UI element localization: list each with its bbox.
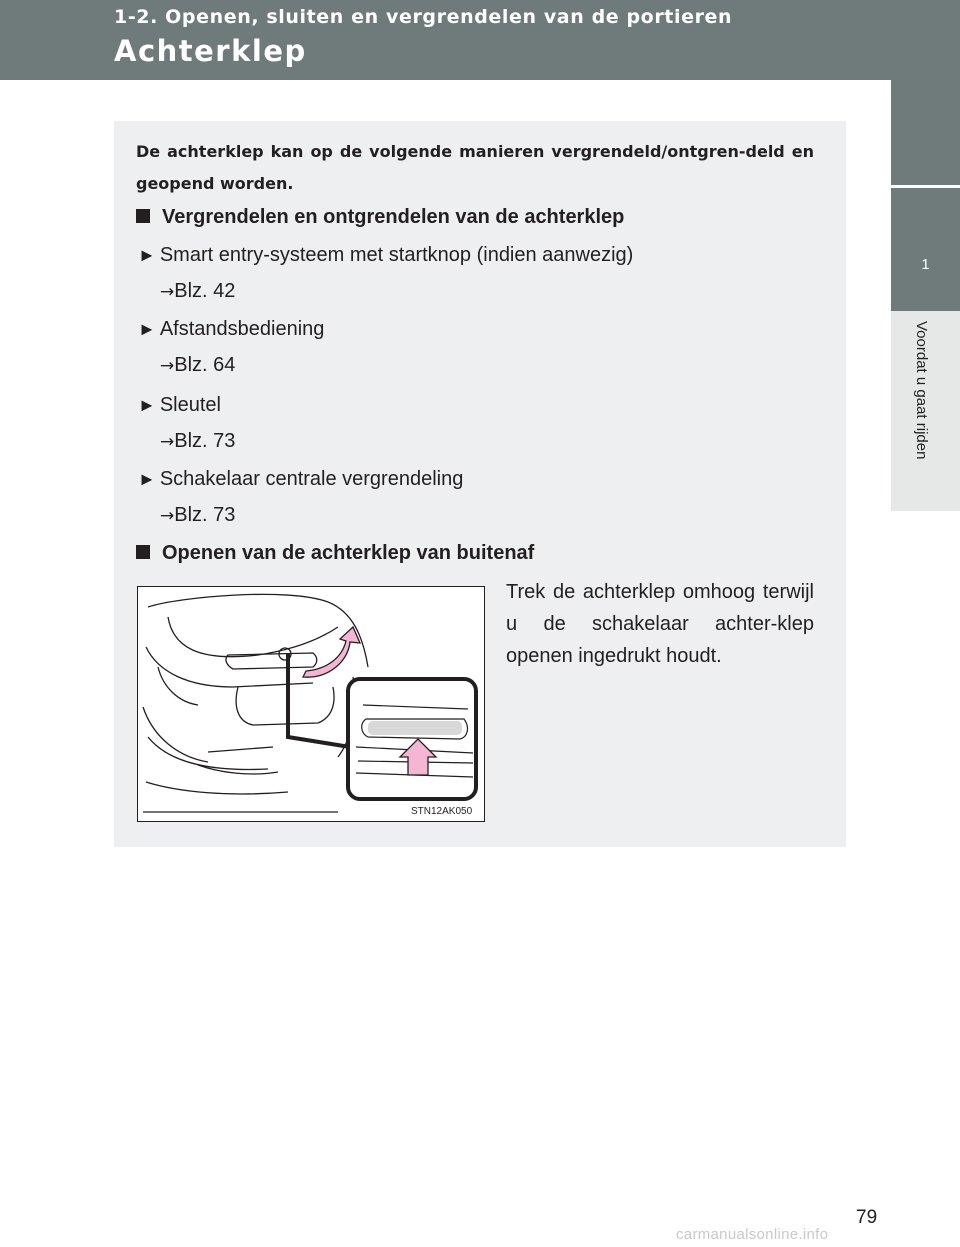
square-bullet-icon — [136, 545, 150, 559]
list-item: ► Afstandsbediening — [138, 318, 325, 340]
page-reference[interactable]: →Blz. 64 — [160, 354, 236, 376]
page-header — [0, 0, 960, 80]
arrow-right-icon: → — [160, 282, 175, 302]
car-rear-drawing — [138, 587, 486, 823]
list-item: ► Sleutel — [138, 394, 221, 416]
triangle-bullet-icon: ► — [138, 395, 156, 415]
arrow-right-icon: → — [160, 506, 175, 526]
arrow-right-icon: → — [160, 356, 175, 376]
page-number: 79 — [856, 1207, 878, 1228]
arrow-right-icon: → — [160, 432, 175, 452]
figure-description: Trek de achterklep omhoog terwijl u de schakelaar achter-klep openen ingedrukt houdt. — [506, 581, 814, 667]
lift-arrow-icon — [303, 627, 360, 677]
section-title: 1-2. Openen, sluiten en vergrendelen van de portieren — [114, 6, 733, 28]
figure-code: STN12AK050 — [411, 806, 473, 817]
triangle-bullet-icon: ► — [138, 469, 156, 489]
chapter-label: Voordat u gaat rijden — [891, 311, 960, 511]
list-item: ► Schakelaar centrale vergrendeling — [138, 468, 464, 490]
square-bullet-icon — [136, 209, 150, 223]
page-reference[interactable]: →Blz. 73 — [160, 430, 236, 452]
intro-text: De achterklep kan op de volgende manieren vergrendeld/ontgren-deld en geopend worden. — [136, 142, 814, 193]
page-title: Achterklep — [114, 34, 307, 68]
list-item: ► Smart entry-systeem met startknop (indien aanwezig) — [138, 244, 634, 266]
section-heading: Vergrendelen en ontgrendelen van de achterklep — [136, 206, 624, 229]
page-reference[interactable]: →Blz. 42 — [160, 280, 236, 302]
section-heading: Openen van de achterklep van buitenaf — [136, 542, 534, 565]
page-reference[interactable]: →Blz. 73 — [160, 504, 236, 526]
triangle-bullet-icon: ► — [138, 319, 156, 339]
chapter-number[interactable]: 1 — [891, 185, 960, 311]
watermark: carmanualsonline.info — [676, 1226, 829, 1243]
triangle-bullet-icon: ► — [138, 245, 156, 265]
rear-hatch-illustration — [137, 586, 485, 822]
